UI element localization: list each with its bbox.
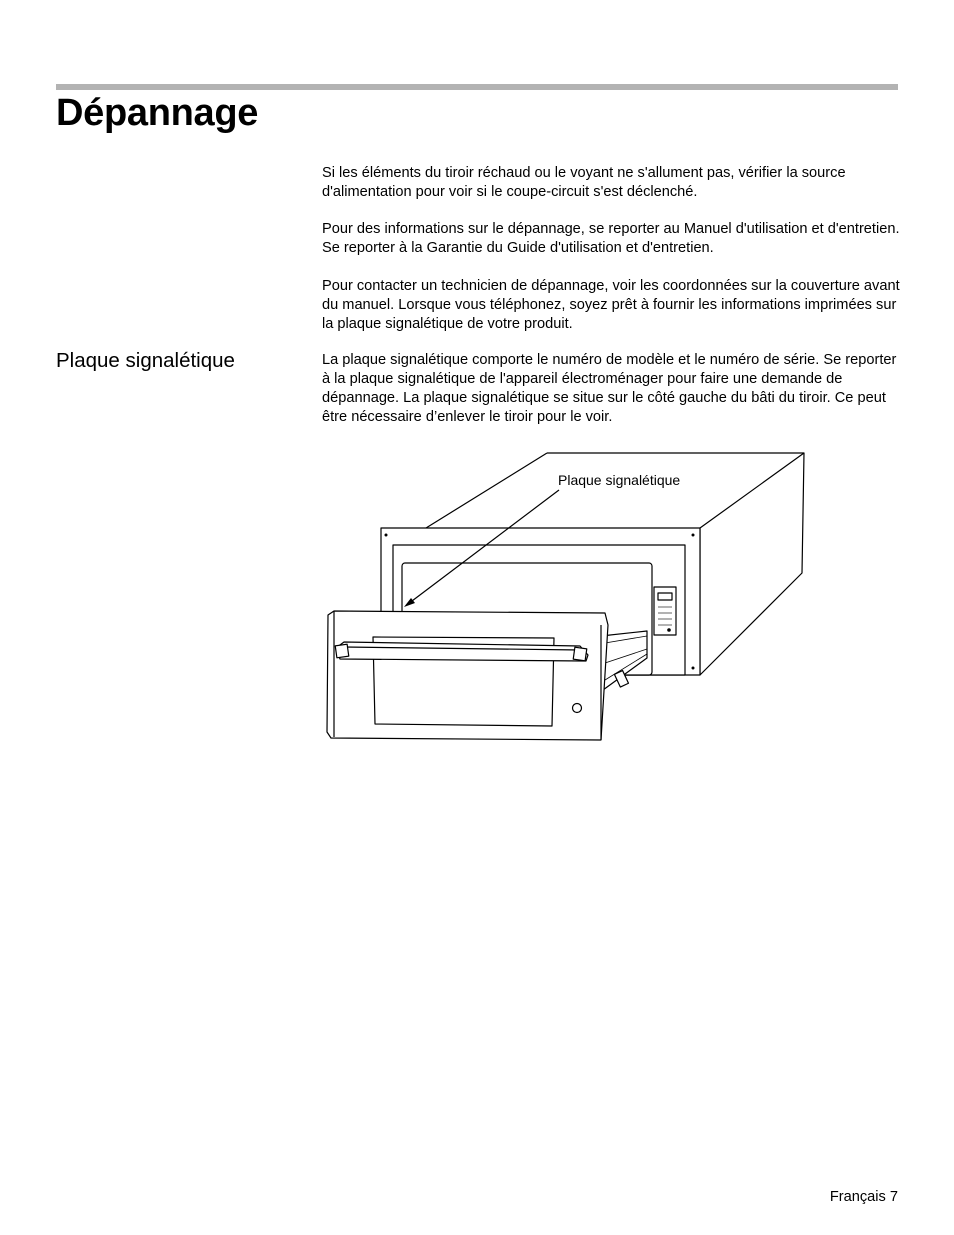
- page-title: Dépannage: [56, 92, 259, 134]
- section-body: La plaque signalétique comporte le numéro de modèle et le numéro de série. Se reporter à la plaque signalétique de l'appareil électroménager pour faire une demande de dépannage. La plaque signalétique se situe sur le côté gauche du bâti du tiroir. Ce peut être nécessaire d’enlever le tiroir pour le voir.: [322, 352, 897, 425]
- paragraph-technician: Pour contacter un technicien de dépannage, voir les coordonnées sur la couverture avant du manuel. Lorsque vous téléphonez, soyez prêt à fournir les informations imprimées sur la plaque signalétique de votre produit.: [322, 278, 900, 332]
- paragraph-power: Si les éléments du tiroir réchaud ou le voyant ne s'allument pas, vérifier la source d'alimentation pour voir si le coupe-circuit s'est déclenché.: [322, 165, 846, 200]
- warming-drawer-illustration: [322, 450, 808, 745]
- section-heading: Plaque signalétique: [56, 349, 235, 372]
- page-footer: Français 7: [829, 1189, 898, 1205]
- callout-label: Plaque signalétique: [558, 472, 681, 488]
- top-rule: [56, 84, 898, 90]
- warming-drawer-figure: [322, 450, 808, 745]
- paragraph-manual: Pour des informations sur le dépannage, se reporter au Manuel d'utilisation et d'entretien. Se reporter à la Garantie du Guide d'utilisation et d'entretien.: [322, 221, 900, 256]
